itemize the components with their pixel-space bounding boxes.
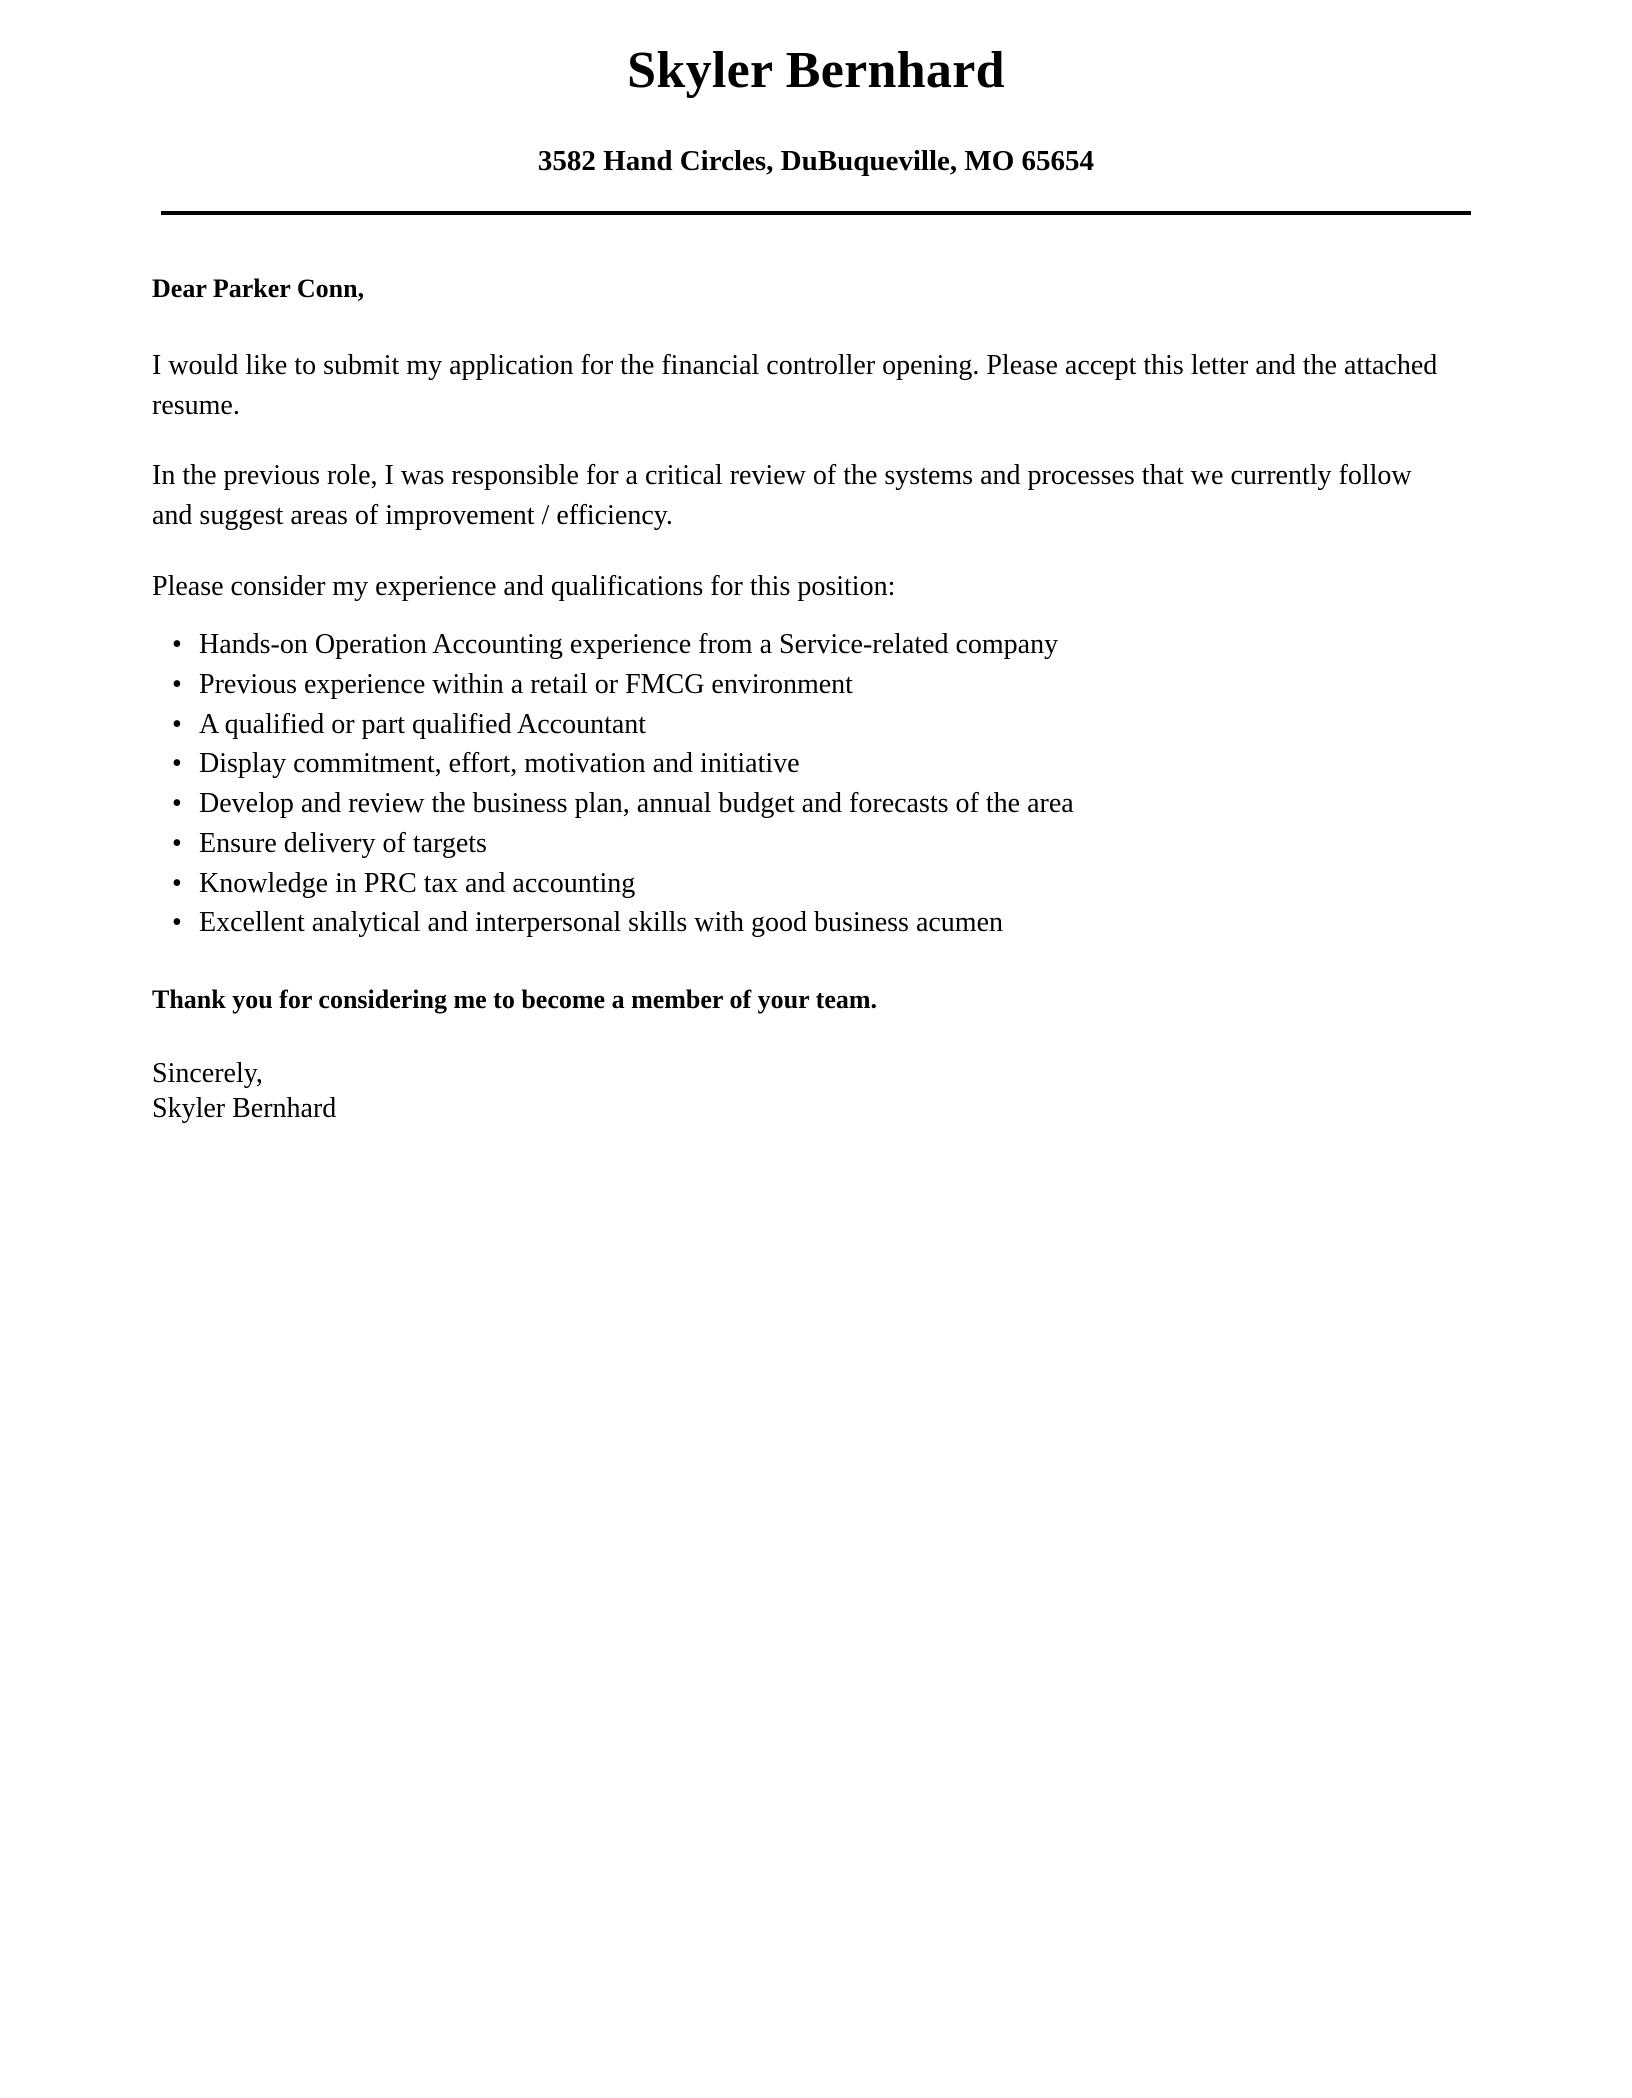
signature-name: Skyler Bernhard [152,1092,337,1124]
sign-off: Sincerely, [152,1058,263,1090]
letter-body [152,272,1444,1126]
list-item: • Develop and review the business plan, annual budget and forecasts of the area [152,784,1444,824]
paragraph-qualifications-lead: Please consider my experience and qualifications for this position: [152,571,896,603]
list-item: • Excellent analytical and interpersonal skills with good business acumen [152,903,1444,943]
salutation: Dear Parker Conn, [152,274,365,303]
signature-block [152,1057,1444,1125]
list-item: • Display commitment, effort, motivation and initiative [152,744,1444,784]
letterhead [161,42,1471,179]
address-line: 3582 Hand Circles, DuBuqueville, MO 65654 [537,145,1095,178]
qualifications-list [152,625,1444,943]
closing-statement: Thank you for considering me to become a member of your team. [152,985,878,1015]
header-divider [161,211,1471,215]
paragraph-experience: In the previous role, I was responsible for a critical review of the systems and processes that we currently follow and suggest areas of improvement / efficiency. [152,459,1412,531]
list-item: • Hands-on Operation Accounting experience from a Service-related company [152,625,1444,665]
list-item: • Ensure delivery of targets [152,824,1444,864]
paragraph-intro: I would like to submit my application for the financial controller opening. Please accept this letter and the attached resume. [152,350,1438,422]
list-item: • Knowledge in PRC tax and accounting [152,864,1444,904]
list-item: • A qualified or part qualified Accountant [152,705,1444,745]
list-item: • Previous experience within a retail or FMCG environment [152,665,1444,705]
page-title: Skyler Bernhard [627,42,1005,99]
